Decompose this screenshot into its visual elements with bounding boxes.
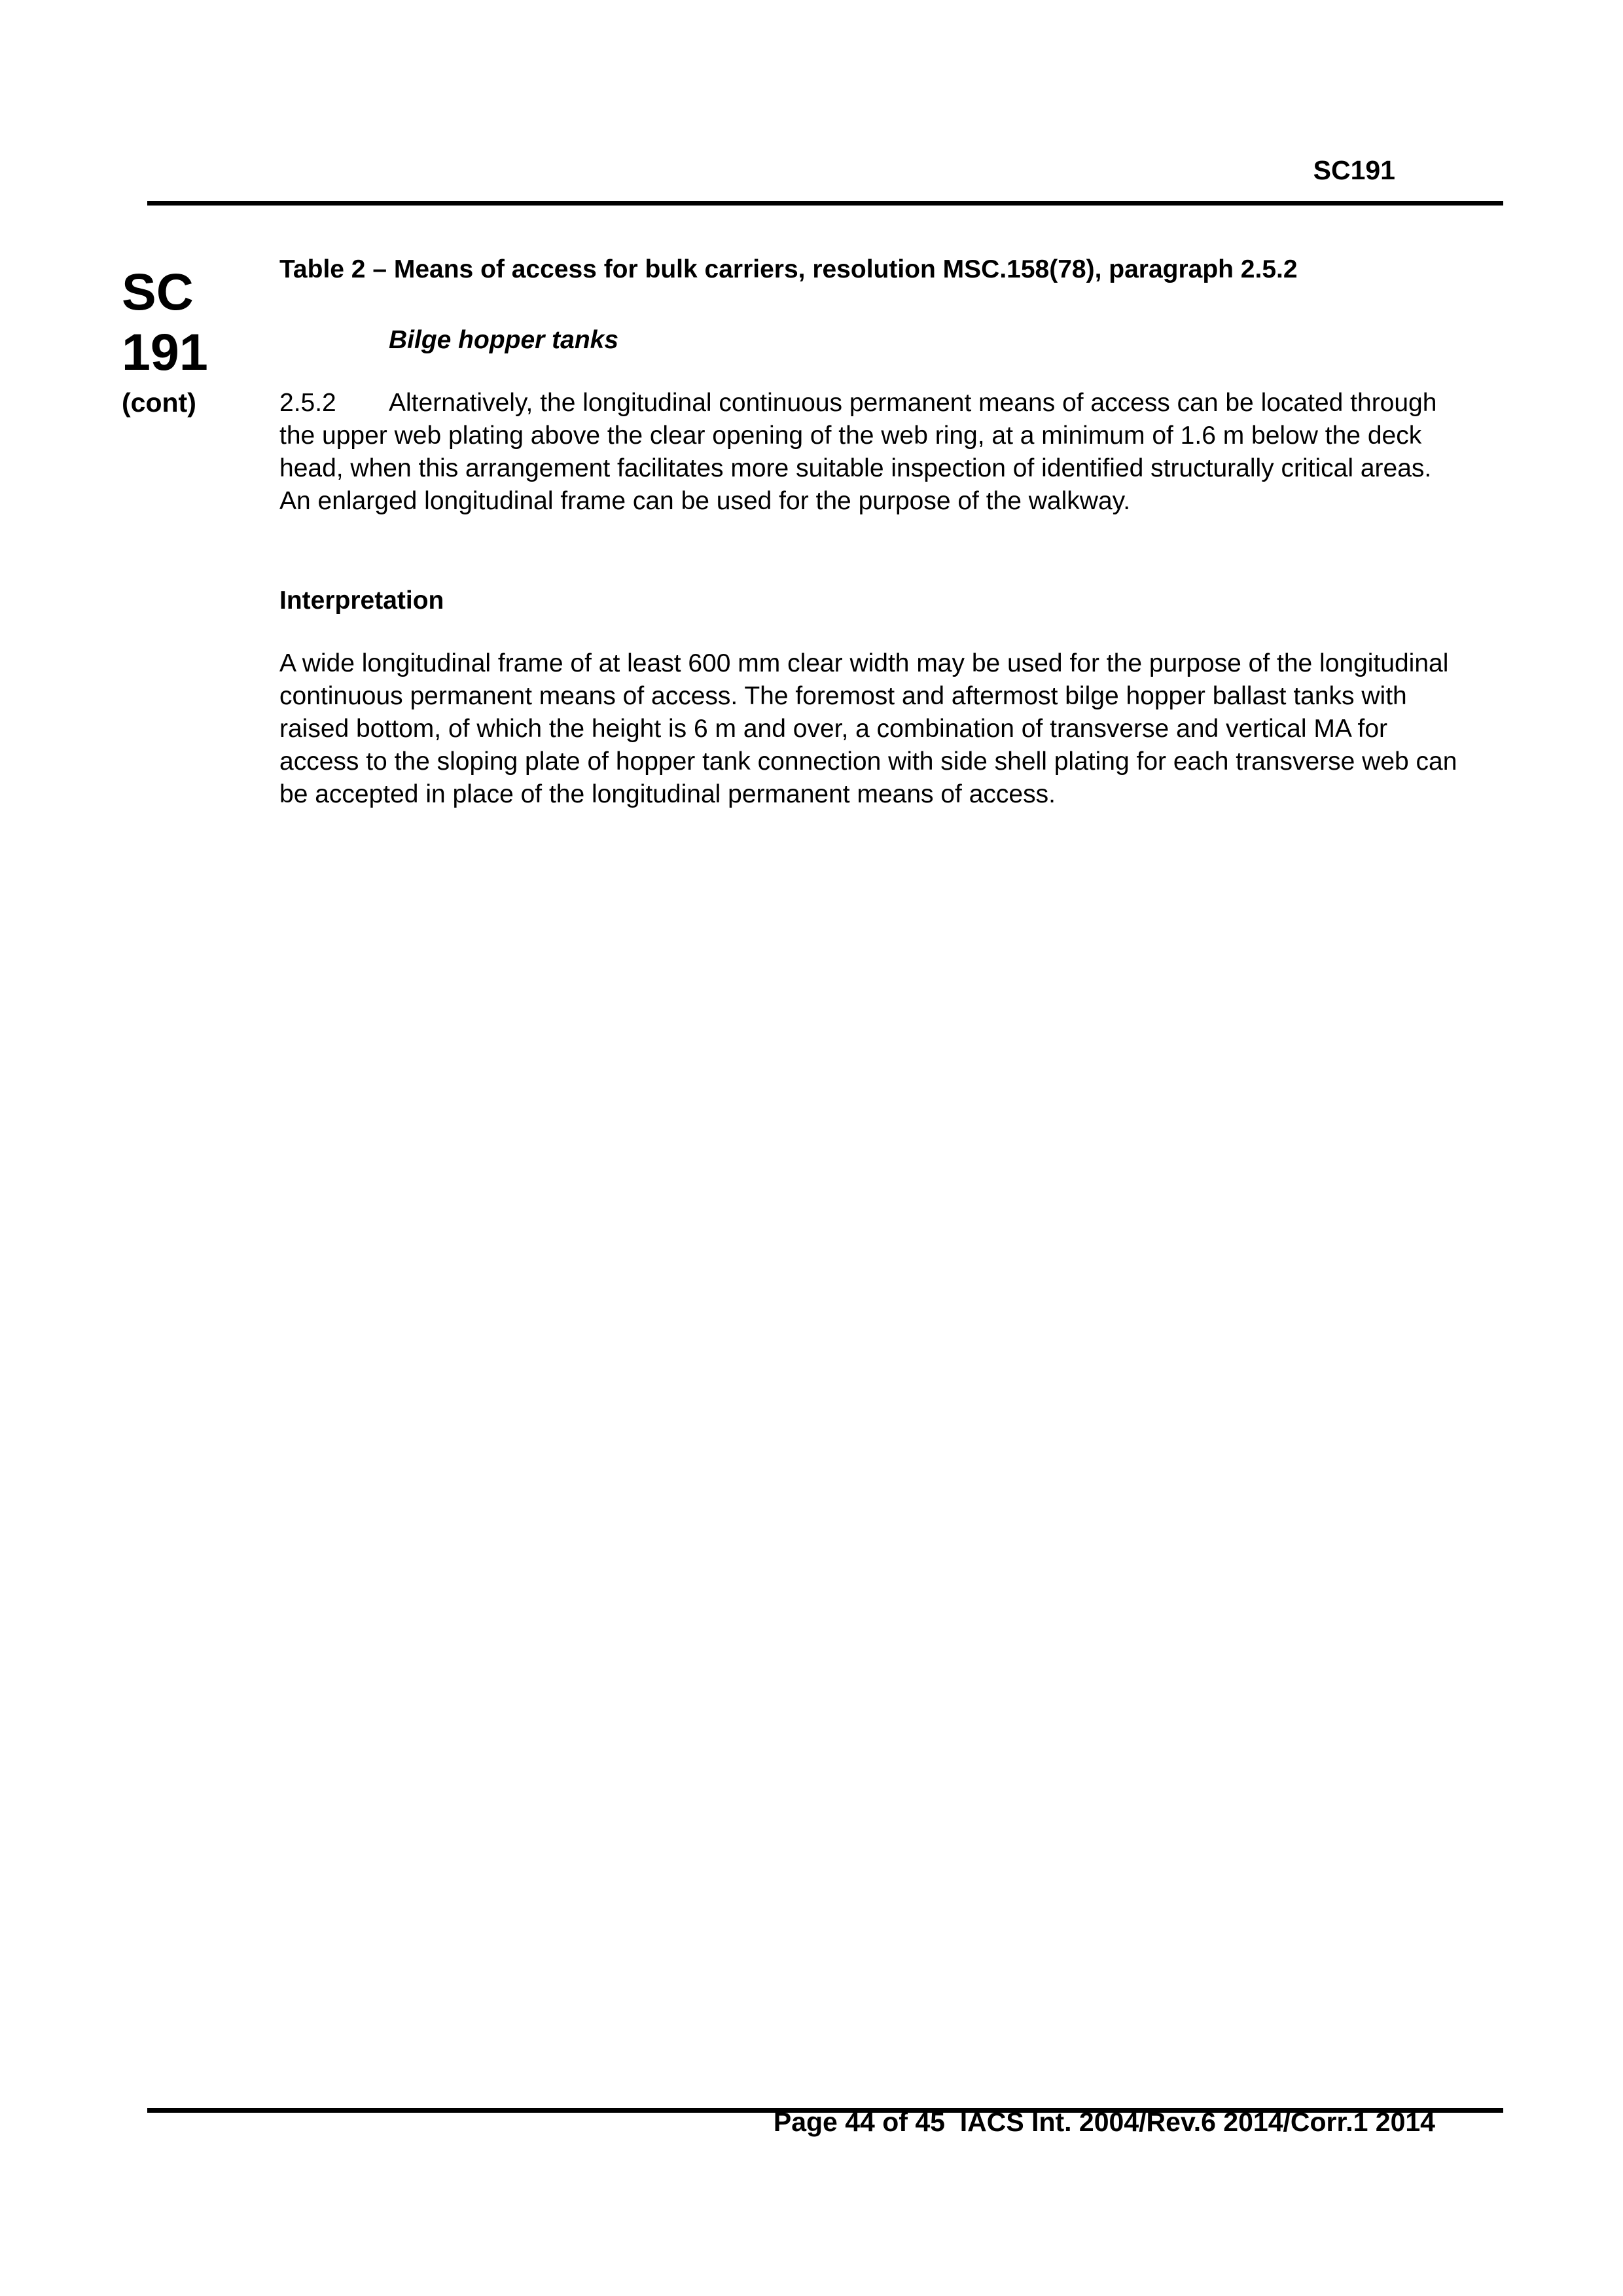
paragraph-2-5-2 bbox=[279, 387, 1457, 518]
footer-page-info: Page 44 of 45 IACS Int. 2004/Rev.6 2014/Corr.1 2014 bbox=[773, 2107, 1435, 2137]
table-title: Table 2 – Means of access for bulk carriers, resolution MSC.158(78), paragraph 2.5.2 bbox=[279, 255, 1298, 283]
header-code: SC191 bbox=[1313, 155, 1395, 185]
margin-tag-sc: SC bbox=[122, 262, 194, 321]
margin-tag-number: 191 bbox=[122, 322, 208, 381]
sub-heading: Bilge hopper tanks bbox=[389, 326, 619, 354]
interpretation-text: A wide longitudinal frame of at least 600 mm clear width may be used for the purpose of the longitudinal continuous permanent means of access. The foremost and aftermost bilge hopper ballast tanks with raised bottom, of which the height is 6 m and over, a combination of transverse and vertical MA for access to the sloping plate of hopper tank connection with side shell plating for each transverse web can be accepted in place of the longitudinal permanent means of access. bbox=[279, 649, 1457, 808]
paragraph-text: Alternatively, the longitudinal continuous permanent means of access can be located through the upper web plating above the clear opening of the web ring, at a minimum of 1.6 m below the deck head, when this arrangement facilitates more suitable inspection of identified structurally critical areas. An enlarged longitudinal frame can be used for the purpose of the walkway. bbox=[279, 389, 1437, 515]
paragraph-number: 2.5.2 bbox=[279, 389, 336, 417]
margin-tag-cont: (cont) bbox=[122, 387, 196, 418]
header-rule bbox=[147, 201, 1503, 206]
margin-tag bbox=[122, 262, 220, 419]
interpretation-heading: Interpretation bbox=[279, 586, 444, 615]
main-content bbox=[279, 253, 1457, 811]
